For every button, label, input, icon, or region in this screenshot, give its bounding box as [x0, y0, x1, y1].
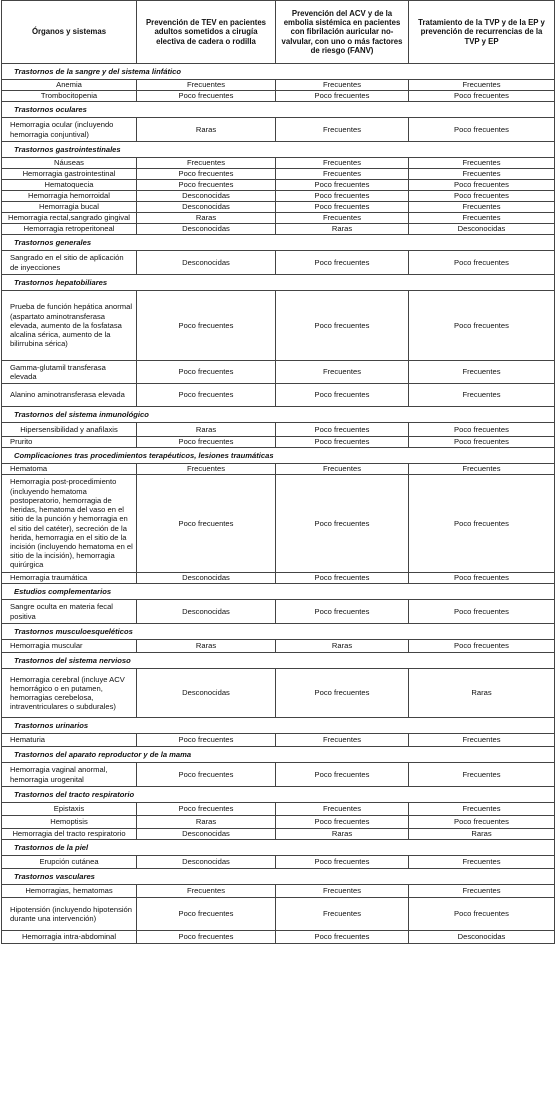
- organ-cell: Hematoma: [2, 464, 137, 475]
- frequency-cell: Poco frecuentes: [276, 669, 409, 718]
- section-row: [2, 142, 555, 158]
- table-row: [2, 437, 555, 448]
- frequency-cell: Poco frecuentes: [409, 251, 555, 275]
- organ-cell: Sangrado en el sitio de aplicación de inyecciones: [2, 251, 137, 275]
- section-title: Trastornos hepatobiliares: [2, 275, 555, 291]
- table-row: [2, 361, 555, 384]
- table-row: [2, 885, 555, 898]
- frequency-cell: Poco frecuentes: [137, 803, 276, 816]
- frequency-cell: Frecuentes: [409, 763, 555, 787]
- adverse-reactions-table: [1, 0, 555, 944]
- table-body: [2, 64, 555, 944]
- table-row: [2, 158, 555, 169]
- frequency-cell: Frecuentes: [276, 734, 409, 747]
- frequency-cell: Frecuentes: [276, 80, 409, 91]
- frequency-cell: Frecuentes: [409, 169, 555, 180]
- frequency-cell: Raras: [137, 640, 276, 653]
- table-row: [2, 384, 555, 407]
- section-title: Trastornos de la piel: [2, 840, 555, 856]
- frequency-cell: Poco frecuentes: [276, 931, 409, 944]
- section-title: Trastornos del sistema inmunológico: [2, 407, 555, 423]
- table-row: [2, 573, 555, 584]
- frequency-cell: Poco frecuentes: [409, 573, 555, 584]
- table-row: [2, 816, 555, 829]
- organ-cell: Hemorragia vaginal anormal, hemorragia urogenital: [2, 763, 137, 787]
- section-row: [2, 840, 555, 856]
- frequency-cell: Frecuentes: [409, 158, 555, 169]
- table-row: [2, 669, 555, 718]
- frequency-cell: Raras: [137, 213, 276, 224]
- organ-cell: Hemorragia cerebral (incluye ACV hemorrágico o en putamen, hemorragias cerebelosa, intraventriculares o subdurales): [2, 669, 137, 718]
- section-row: [2, 407, 555, 423]
- header-acv: Prevención del ACV y de la embolia sistémica en pacientes con fibrilación auricular no-valvular, con uno o más factores de riesgo (FANV): [276, 1, 409, 64]
- frequency-cell: Desconocidas: [137, 600, 276, 624]
- frequency-cell: Poco frecuentes: [409, 640, 555, 653]
- organ-cell: Hipersensibilidad y anafilaxis: [2, 423, 137, 437]
- frequency-cell: Poco frecuentes: [276, 816, 409, 829]
- frequency-cell: Poco frecuentes: [137, 931, 276, 944]
- organ-cell: Hemorragia traumática: [2, 573, 137, 584]
- frequency-cell: Frecuentes: [137, 80, 276, 91]
- frequency-cell: Poco frecuentes: [276, 437, 409, 448]
- frequency-cell: Raras: [137, 118, 276, 142]
- frequency-cell: Frecuentes: [137, 464, 276, 475]
- organ-cell: Gamma-glutamil transferasa elevada: [2, 361, 137, 384]
- frequency-cell: Poco frecuentes: [409, 475, 555, 573]
- frequency-cell: Frecuentes: [409, 213, 555, 224]
- organ-cell: Trombocitopenia: [2, 91, 137, 102]
- section-title: Trastornos gastrointestinales: [2, 142, 555, 158]
- frequency-cell: Frecuentes: [276, 169, 409, 180]
- organ-cell: Hemorragias, hematomas: [2, 885, 137, 898]
- section-row: [2, 869, 555, 885]
- table-row: [2, 640, 555, 653]
- frequency-cell: Poco frecuentes: [276, 573, 409, 584]
- frequency-cell: Desconocidas: [137, 202, 276, 213]
- frequency-cell: Frecuentes: [276, 118, 409, 142]
- organ-cell: Hemorragia muscular: [2, 640, 137, 653]
- section-title: Trastornos urinarios: [2, 718, 555, 734]
- header-organs: Órganos y sistemas: [2, 1, 137, 64]
- organ-cell: Prueba de función hepática anormal (aspartato aminotransferasa elevada, aumento de la fosfatasa alcalina sérica, aumento de la bilirrubina sérica): [2, 291, 137, 361]
- frequency-cell: Desconocidas: [409, 224, 555, 235]
- section-row: [2, 718, 555, 734]
- frequency-cell: Poco frecuentes: [409, 180, 555, 191]
- frequency-cell: Raras: [409, 829, 555, 840]
- organ-cell: Hemorragia retroperitoneal: [2, 224, 137, 235]
- frequency-cell: Poco frecuentes: [409, 437, 555, 448]
- section-title: Complicaciones tras procedimientos terapéuticos, lesiones traumáticas: [2, 448, 555, 464]
- organ-cell: Sangre oculta en materia fecal positiva: [2, 600, 137, 624]
- frequency-cell: Poco frecuentes: [276, 475, 409, 573]
- frequency-cell: Poco frecuentes: [409, 91, 555, 102]
- organ-cell: Náuseas: [2, 158, 137, 169]
- table-row: [2, 80, 555, 91]
- organ-cell: Prurito: [2, 437, 137, 448]
- frequency-cell: Poco frecuentes: [276, 763, 409, 787]
- table-row: [2, 202, 555, 213]
- frequency-cell: Poco frecuentes: [137, 734, 276, 747]
- section-title: Estudios complementarios: [2, 584, 555, 600]
- organ-cell: Epistaxis: [2, 803, 137, 816]
- frequency-cell: Poco frecuentes: [276, 191, 409, 202]
- table-row: [2, 180, 555, 191]
- section-row: [2, 235, 555, 251]
- frequency-cell: Poco frecuentes: [137, 475, 276, 573]
- table-row: [2, 600, 555, 624]
- section-title: Trastornos musculoesqueléticos: [2, 624, 555, 640]
- frequency-cell: Frecuentes: [276, 898, 409, 931]
- section-row: [2, 653, 555, 669]
- organ-cell: Hemorragia ocular (incluyendo hemorragia conjuntival): [2, 118, 137, 142]
- frequency-cell: Frecuentes: [276, 361, 409, 384]
- table-row: [2, 931, 555, 944]
- frequency-cell: Poco frecuentes: [276, 856, 409, 869]
- table-row: [2, 91, 555, 102]
- frequency-cell: Raras: [137, 816, 276, 829]
- frequency-cell: Poco frecuentes: [137, 180, 276, 191]
- table-row: [2, 224, 555, 235]
- frequency-cell: Poco frecuentes: [409, 191, 555, 202]
- frequency-cell: Raras: [137, 423, 276, 437]
- section-title: Trastornos vasculares: [2, 869, 555, 885]
- frequency-cell: Poco frecuentes: [409, 291, 555, 361]
- table-row: [2, 251, 555, 275]
- frequency-cell: Frecuentes: [276, 803, 409, 816]
- frequency-cell: Desconocidas: [137, 224, 276, 235]
- organ-cell: Hemorragia bucal: [2, 202, 137, 213]
- section-title: Trastornos del tracto respiratorio: [2, 787, 555, 803]
- table-row: [2, 169, 555, 180]
- table-row: [2, 291, 555, 361]
- frequency-cell: Poco frecuentes: [409, 118, 555, 142]
- organ-cell: Erupción cutánea: [2, 856, 137, 869]
- frequency-cell: Desconocidas: [137, 573, 276, 584]
- section-title: Trastornos del sistema nervioso: [2, 653, 555, 669]
- section-row: [2, 102, 555, 118]
- table-row: [2, 118, 555, 142]
- frequency-cell: Frecuentes: [409, 202, 555, 213]
- organ-cell: Hemoptisis: [2, 816, 137, 829]
- frequency-cell: Frecuentes: [276, 464, 409, 475]
- header-tev: Prevención de TEV en pacientes adultos sometidos a cirugía electiva de cadera o rodilla: [137, 1, 276, 64]
- table-row: [2, 898, 555, 931]
- frequency-cell: Poco frecuentes: [276, 600, 409, 624]
- frequency-cell: Frecuentes: [137, 885, 276, 898]
- frequency-cell: Poco frecuentes: [137, 91, 276, 102]
- table-row: [2, 803, 555, 816]
- frequency-cell: Poco frecuentes: [409, 816, 555, 829]
- frequency-cell: Poco frecuentes: [137, 437, 276, 448]
- frequency-cell: Frecuentes: [137, 158, 276, 169]
- organ-cell: Hemorragia intra-abdominal: [2, 931, 137, 944]
- frequency-cell: Frecuentes: [276, 885, 409, 898]
- frequency-cell: Poco frecuentes: [137, 898, 276, 931]
- frequency-cell: Desconocidas: [137, 669, 276, 718]
- frequency-cell: Poco frecuentes: [276, 180, 409, 191]
- frequency-cell: Poco frecuentes: [409, 423, 555, 437]
- organ-cell: Anemia: [2, 80, 137, 91]
- organ-cell: Hemorragia post-procedimiento (incluyendo hematoma postoperatorio, hemorragia de heridas, hematoma del vaso en el sitio de la punción y hemorragia en el sitio del catéter), secreción de la herida, hemorragia en el sitio de la incisión (incluyendo hematoma en el sitio de la incisión), hemorragia quirúrgica: [2, 475, 137, 573]
- frequency-cell: Frecuentes: [409, 803, 555, 816]
- organ-cell: Hemorragia gastrointestinal: [2, 169, 137, 180]
- table-row: [2, 475, 555, 573]
- header-tvp: Tratamiento de la TVP y de la EP y prevención de recurrencias de la TVP y EP: [409, 1, 555, 64]
- section-row: [2, 64, 555, 80]
- frequency-cell: Frecuentes: [409, 464, 555, 475]
- frequency-cell: Poco frecuentes: [276, 291, 409, 361]
- frequency-cell: Poco frecuentes: [137, 763, 276, 787]
- frequency-cell: Poco frecuentes: [276, 384, 409, 407]
- organ-cell: Hematuria: [2, 734, 137, 747]
- table-row: [2, 734, 555, 747]
- organ-cell: Hemorragia del tracto respiratorio: [2, 829, 137, 840]
- section-title: Trastornos de la sangre y del sistema linfático: [2, 64, 555, 80]
- section-title: Trastornos del aparato reproductor y de la mama: [2, 747, 555, 763]
- frequency-cell: Poco frecuentes: [276, 91, 409, 102]
- table-row: [2, 829, 555, 840]
- table-row: [2, 464, 555, 475]
- frequency-cell: Poco frecuentes: [137, 361, 276, 384]
- organ-cell: Hematoquecia: [2, 180, 137, 191]
- organ-cell: Hemorragia hemorroidal: [2, 191, 137, 202]
- frequency-cell: Frecuentes: [409, 734, 555, 747]
- frequency-cell: Desconocidas: [137, 191, 276, 202]
- frequency-cell: Desconocidas: [409, 931, 555, 944]
- table-row: [2, 213, 555, 224]
- header-row: [2, 1, 555, 64]
- frequency-cell: Raras: [276, 640, 409, 653]
- frequency-cell: Poco frecuentes: [409, 600, 555, 624]
- section-row: [2, 275, 555, 291]
- frequency-cell: Frecuentes: [409, 80, 555, 91]
- frequency-cell: Desconocidas: [137, 251, 276, 275]
- frequency-cell: Desconocidas: [137, 829, 276, 840]
- section-row: [2, 584, 555, 600]
- frequency-cell: Raras: [276, 829, 409, 840]
- frequency-cell: Raras: [276, 224, 409, 235]
- section-row: [2, 787, 555, 803]
- frequency-cell: Desconocidas: [137, 856, 276, 869]
- frequency-cell: Frecuentes: [409, 384, 555, 407]
- section-row: [2, 747, 555, 763]
- frequency-cell: Poco frecuentes: [137, 169, 276, 180]
- frequency-cell: Poco frecuentes: [276, 202, 409, 213]
- table-row: [2, 856, 555, 869]
- frequency-cell: Poco frecuentes: [137, 291, 276, 361]
- frequency-cell: Frecuentes: [409, 885, 555, 898]
- frequency-cell: Raras: [409, 669, 555, 718]
- table-row: [2, 423, 555, 437]
- organ-cell: Hemorragia rectal,sangrado gingival: [2, 213, 137, 224]
- organ-cell: Alanino aminotransferasa elevada: [2, 384, 137, 407]
- frequency-cell: Frecuentes: [276, 158, 409, 169]
- frequency-cell: Poco frecuentes: [409, 898, 555, 931]
- section-row: [2, 448, 555, 464]
- frequency-cell: Frecuentes: [276, 213, 409, 224]
- frequency-cell: Poco frecuentes: [137, 384, 276, 407]
- frequency-cell: Poco frecuentes: [276, 251, 409, 275]
- section-title: Trastornos oculares: [2, 102, 555, 118]
- section-row: [2, 624, 555, 640]
- section-title: Trastornos generales: [2, 235, 555, 251]
- table-row: [2, 191, 555, 202]
- frequency-cell: Frecuentes: [409, 361, 555, 384]
- table-row: [2, 763, 555, 787]
- frequency-cell: Poco frecuentes: [276, 423, 409, 437]
- frequency-cell: Frecuentes: [409, 856, 555, 869]
- organ-cell: Hipotensión (incluyendo hipotensión durante una intervención): [2, 898, 137, 931]
